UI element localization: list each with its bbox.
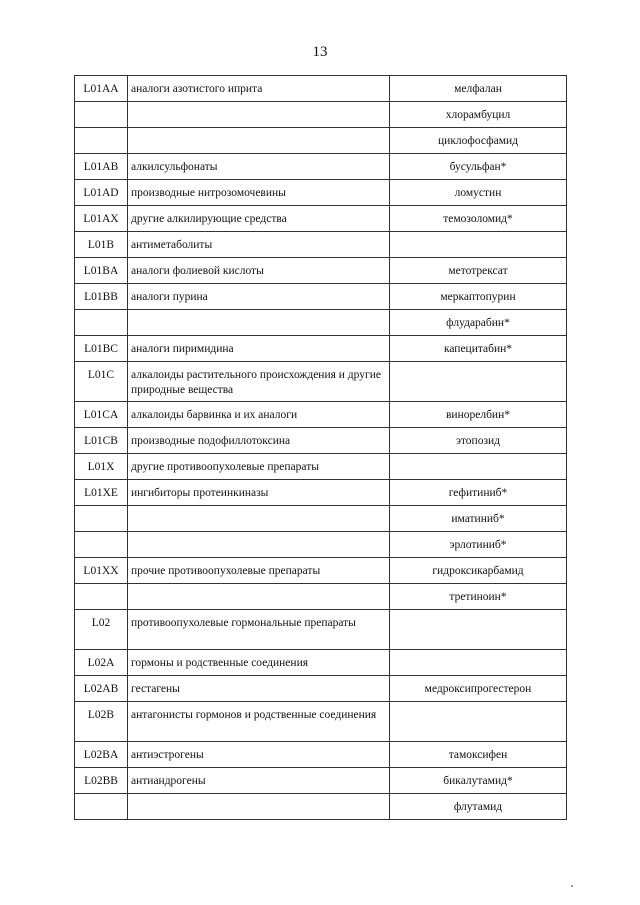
table-row: [75, 676, 567, 702]
table-row: [75, 362, 567, 402]
drug-name-cell: эрлотиниб*: [390, 532, 567, 558]
atc-code-cell: L01BC: [75, 336, 128, 362]
table-row: [75, 650, 567, 676]
group-name-cell: другие алкилирующие средства: [128, 206, 390, 232]
group-name-cell: прочие противоопухолевые препараты: [128, 558, 390, 584]
atc-code-cell: L02B: [75, 702, 128, 742]
drug-name-cell: бикалутамид*: [390, 768, 567, 794]
drug-name-cell: [390, 650, 567, 676]
group-name-cell: аналоги азотистого иприта: [128, 76, 390, 102]
group-name-cell: производные нитрозомочевины: [128, 180, 390, 206]
atc-code-cell: L01BB: [75, 284, 128, 310]
atc-code-cell: L01AX: [75, 206, 128, 232]
table-row: [75, 532, 567, 558]
atc-code-cell: L01AA: [75, 76, 128, 102]
table-row: [75, 180, 567, 206]
drug-name-cell: метотрексат: [390, 258, 567, 284]
group-name-cell: [128, 584, 390, 610]
drug-name-cell: ломустин: [390, 180, 567, 206]
drug-name-cell: медроксипрогестерон: [390, 676, 567, 702]
group-name-cell: [128, 310, 390, 336]
drug-name-cell: [390, 702, 567, 742]
group-name-cell: ингибиторы протеинкиназы: [128, 480, 390, 506]
group-name-cell: антиандрогены: [128, 768, 390, 794]
table-row: [75, 480, 567, 506]
drug-name-cell: хлорамбуцил: [390, 102, 567, 128]
drug-name-cell: гефитиниб*: [390, 480, 567, 506]
drug-name-cell: третиноин*: [390, 584, 567, 610]
drug-name-cell: [390, 362, 567, 402]
group-name-cell: [128, 506, 390, 532]
atc-code-cell: L01X: [75, 454, 128, 480]
atc-code-cell: L01BA: [75, 258, 128, 284]
table-row: [75, 258, 567, 284]
atc-code-cell: L01CB: [75, 428, 128, 454]
table-row: [75, 232, 567, 258]
atc-code-cell: L01AB: [75, 154, 128, 180]
group-name-cell: антиметаболиты: [128, 232, 390, 258]
table-row: [75, 742, 567, 768]
group-name-cell: гестагены: [128, 676, 390, 702]
group-name-cell: алкалоиды растительного происхождения и другие природные вещества: [128, 362, 390, 402]
table-row: [75, 794, 567, 820]
table-row: [75, 768, 567, 794]
drug-name-cell: иматиниб*: [390, 506, 567, 532]
table-row: [75, 610, 567, 650]
table-row: [75, 558, 567, 584]
drug-name-cell: винорелбин*: [390, 402, 567, 428]
table-row: [75, 76, 567, 102]
group-name-cell: противоопухолевые гормональные препараты: [128, 610, 390, 650]
table-row: [75, 310, 567, 336]
group-name-cell: аналоги пурина: [128, 284, 390, 310]
group-name-cell: производные подофиллотоксина: [128, 428, 390, 454]
table-row: [75, 336, 567, 362]
group-name-cell: антагонисты гормонов и родственные соединения: [128, 702, 390, 742]
group-name-cell: [128, 532, 390, 558]
drug-table: [74, 75, 567, 820]
drug-name-cell: бусульфан*: [390, 154, 567, 180]
atc-code-cell: [75, 532, 128, 558]
group-name-cell: другие противоопухолевые препараты: [128, 454, 390, 480]
group-name-cell: аналоги фолиевой кислоты: [128, 258, 390, 284]
table-row: [75, 702, 567, 742]
group-name-cell: алкилсульфонаты: [128, 154, 390, 180]
drug-name-cell: темозоломид*: [390, 206, 567, 232]
drug-name-cell: меркаптопурин: [390, 284, 567, 310]
atc-code-cell: [75, 506, 128, 532]
drug-name-cell: флударабин*: [390, 310, 567, 336]
page-number: 13: [312, 44, 328, 60]
atc-code-cell: [75, 794, 128, 820]
atc-code-cell: L01XE: [75, 480, 128, 506]
drug-name-cell: этопозид: [390, 428, 567, 454]
drug-name-cell: мелфалан: [390, 76, 567, 102]
atc-code-cell: L01B: [75, 232, 128, 258]
atc-code-cell: L02BB: [75, 768, 128, 794]
table-row: [75, 454, 567, 480]
drug-name-cell: [390, 610, 567, 650]
atc-code-cell: [75, 310, 128, 336]
table-row: [75, 428, 567, 454]
table-row: [75, 284, 567, 310]
table-row: [75, 584, 567, 610]
group-name-cell: гормоны и родственные соединения: [128, 650, 390, 676]
drug-name-cell: гидроксикарбамид: [390, 558, 567, 584]
group-name-cell: [128, 102, 390, 128]
atc-code-cell: L02BA: [75, 742, 128, 768]
group-name-cell: [128, 128, 390, 154]
atc-code-cell: [75, 584, 128, 610]
scan-speck: [571, 885, 573, 887]
group-name-cell: [128, 794, 390, 820]
atc-code-cell: L01AD: [75, 180, 128, 206]
atc-code-cell: L01XX: [75, 558, 128, 584]
table-row: [75, 128, 567, 154]
drug-name-cell: капецитабин*: [390, 336, 567, 362]
atc-code-cell: L01C: [75, 362, 128, 402]
atc-code-cell: L02A: [75, 650, 128, 676]
atc-code-cell: L02: [75, 610, 128, 650]
table-row: [75, 102, 567, 128]
group-name-cell: аналоги пиримидина: [128, 336, 390, 362]
group-name-cell: алкалоиды барвинка и их аналоги: [128, 402, 390, 428]
atc-code-cell: [75, 102, 128, 128]
drug-name-cell: тамоксифен: [390, 742, 567, 768]
table-row: [75, 402, 567, 428]
atc-code-cell: L01CA: [75, 402, 128, 428]
table-row: [75, 206, 567, 232]
drug-name-cell: [390, 232, 567, 258]
table-row: [75, 154, 567, 180]
drug-name-cell: циклофосфамид: [390, 128, 567, 154]
atc-code-cell: L02AB: [75, 676, 128, 702]
table-row: [75, 506, 567, 532]
drug-name-cell: флутамид: [390, 794, 567, 820]
group-name-cell: антиэстрогены: [128, 742, 390, 768]
drug-name-cell: [390, 454, 567, 480]
atc-code-cell: [75, 128, 128, 154]
